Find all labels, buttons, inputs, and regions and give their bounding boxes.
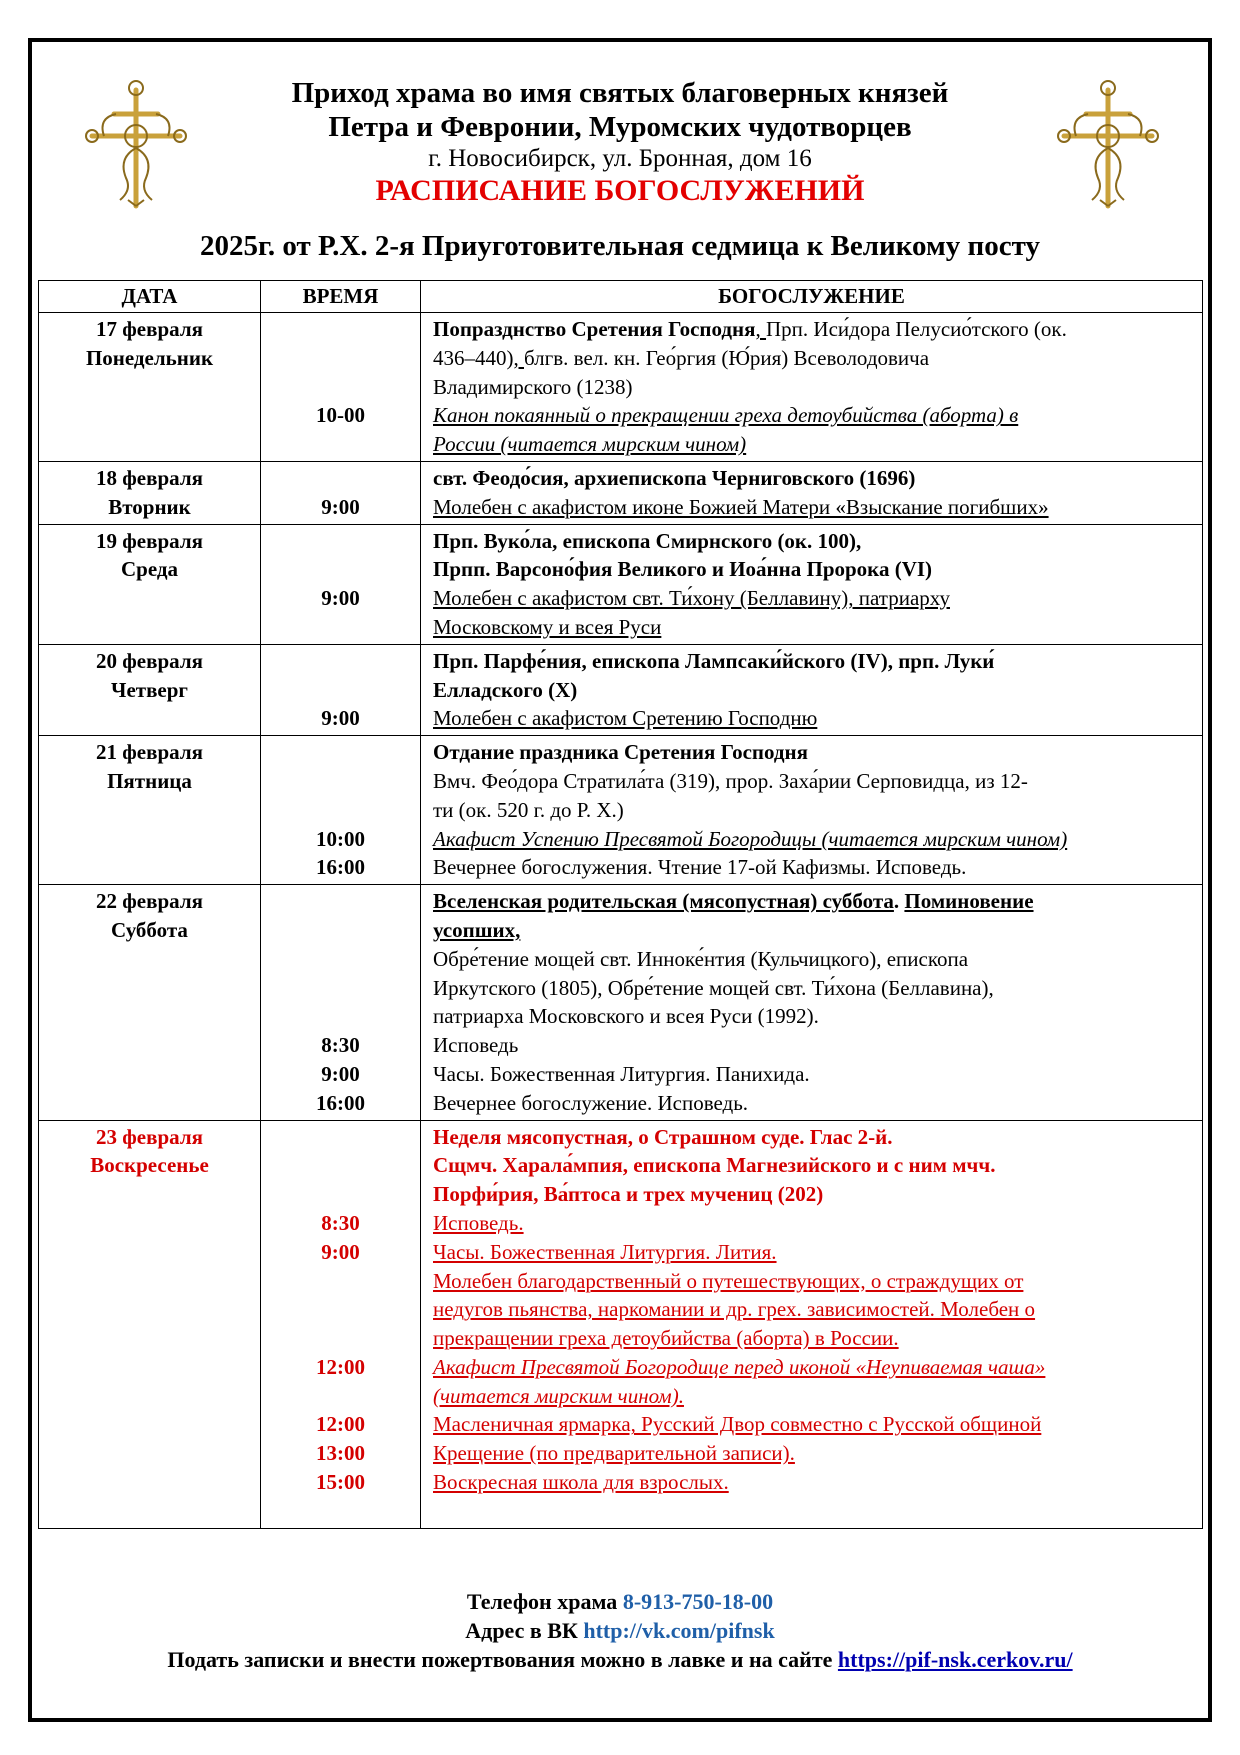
day-date: 23 февраля	[96, 1124, 203, 1149]
day-date: 20 февраля	[96, 648, 203, 673]
service-line	[433, 853, 1194, 882]
table-row	[39, 644, 1203, 735]
service-line	[433, 974, 1194, 1003]
service-time	[261, 1151, 420, 1180]
service-text: 436–440)	[433, 345, 514, 370]
day-weekday: Вторник	[108, 494, 191, 519]
service-time	[261, 315, 420, 344]
service-text: Исповедь.	[433, 1210, 524, 1235]
service-line	[433, 1382, 1194, 1411]
service-text: России (читается мирским чином)	[433, 432, 747, 457]
service-line	[433, 738, 1194, 767]
service-time: 16:00	[316, 855, 365, 880]
week-title-wrap	[60, 228, 1180, 264]
service-line	[433, 825, 1194, 854]
table-row	[39, 461, 1203, 524]
schedule-body	[39, 313, 1203, 1529]
service-line	[433, 464, 1194, 493]
day-service-cell	[421, 1120, 1203, 1528]
service-time: 12:00	[316, 1354, 365, 1379]
service-line	[433, 493, 1194, 522]
day-date: 21 февраля	[96, 740, 203, 765]
service-text: Акафист Успению Пресвятой Богородицы (читается мирским чином)	[433, 826, 1068, 851]
service-line	[433, 1123, 1194, 1152]
service-time	[261, 1295, 420, 1324]
day-time-cell	[261, 524, 421, 644]
service-time	[261, 916, 420, 945]
service-text: Елладского (X)	[433, 677, 578, 702]
page-title: РАСПИСАНИЕ БОГОСЛУЖЕНИЙ	[375, 174, 865, 207]
service-line	[433, 1439, 1194, 1468]
day-date: 17 февраля	[96, 317, 203, 341]
service-text: Порфи́рия, Ва́птоса и трех мучениц (202)	[433, 1182, 824, 1207]
service-line	[433, 1031, 1194, 1060]
phone-line	[40, 1587, 1200, 1616]
service-line	[433, 1410, 1194, 1439]
service-text: Прп. Иси́дора Пелусио́тского (ок.	[766, 317, 1067, 341]
day-time-cell	[261, 1120, 421, 1528]
day-date-cell	[39, 524, 261, 644]
service-text: Исповедь	[433, 1033, 519, 1058]
service-text: Поминовение	[904, 889, 1034, 914]
vk-line	[40, 1616, 1200, 1645]
service-time: 9:00	[321, 706, 360, 731]
day-time-cell	[261, 736, 421, 885]
service-text: Масленичная ярмарка, Русский Двор совместно с Русской общиной	[433, 1412, 1042, 1437]
day-time-cell	[261, 313, 421, 462]
service-text: недугов пьянства, наркомании и др. грех. зависимостей. Молебен о	[433, 1297, 1036, 1322]
day-date-cell	[39, 736, 261, 885]
service-text: Часы. Божественная Литургия. Панихида.	[433, 1061, 810, 1086]
service-text: ,	[513, 345, 524, 370]
service-time	[261, 1497, 420, 1526]
service-time	[261, 676, 420, 705]
table-row	[39, 885, 1203, 1120]
service-line	[433, 584, 1194, 613]
service-time	[261, 373, 420, 402]
service-line	[433, 1295, 1194, 1324]
service-line	[433, 1151, 1194, 1180]
day-date: 22 февраля	[96, 889, 203, 914]
service-time	[261, 613, 420, 642]
service-text: Прпп. Варсоно́фия Великого и Иоа́нна Пророка (VI)	[433, 557, 933, 582]
service-time: 9:00	[321, 494, 360, 519]
table-row	[39, 313, 1203, 462]
service-time: 8:30	[321, 1210, 360, 1235]
service-line	[433, 945, 1194, 974]
service-text: ти (ок. 520 г. до Р. Х.)	[433, 797, 624, 822]
service-line	[433, 430, 1194, 459]
day-time-cell	[261, 461, 421, 524]
phone-number[interactable]: 8-913-750-18-00	[622, 1589, 774, 1614]
service-time	[261, 647, 420, 676]
service-text: Воскресная школа для взрослых.	[433, 1470, 729, 1495]
service-text: Отдание праздника Сретения Господня	[433, 740, 808, 765]
service-text: Вмч. Фео́дора Стратила́та (319), прор. Заха́рии Серповидца, из 12-	[433, 768, 1028, 793]
day-date-cell	[39, 313, 261, 462]
service-time	[261, 1382, 420, 1411]
service-text: Акафист Пресвятой Богородице перед иконой «Неупиваемая чаша»	[433, 1354, 1046, 1379]
ornate-cross-icon	[1056, 78, 1160, 214]
day-weekday: Пятница	[107, 768, 192, 793]
service-text: Канон покаянный о прекращении греха детоубийства (аборта) в	[433, 403, 1019, 428]
table-row	[39, 1120, 1203, 1528]
day-weekday: Воскресенье	[90, 1153, 209, 1178]
service-text: Владимирского (1238)	[433, 374, 633, 399]
service-line	[433, 767, 1194, 796]
service-line	[433, 1468, 1194, 1497]
service-text: Молебен с акафистом Сретению Господню	[433, 706, 818, 731]
service-text: .	[893, 889, 905, 914]
service-time	[261, 464, 420, 493]
service-line	[433, 613, 1194, 642]
day-weekday: Понедельник	[85, 345, 214, 370]
service-line	[433, 527, 1194, 556]
service-time	[261, 1267, 420, 1296]
service-line	[433, 1180, 1194, 1209]
column-header-service: БОГОСЛУЖЕНИЕ	[421, 281, 1203, 313]
service-line	[433, 796, 1194, 825]
service-time	[261, 974, 420, 1003]
service-text: Иркутского (1805), Обре́тение мощей свт. Ти́хона (Беллавина),	[433, 975, 994, 1000]
vk-link[interactable]: http://vk.com/pifnsk	[583, 1618, 775, 1643]
day-weekday: Четверг	[111, 677, 188, 702]
day-service-cell	[421, 885, 1203, 1120]
footer	[40, 1587, 1200, 1674]
service-time: 12:00	[316, 1412, 365, 1437]
parish-address: г. Новосибирск, ул. Бронная, дом 16	[428, 145, 812, 172]
service-time	[261, 767, 420, 796]
day-service-cell	[421, 461, 1203, 524]
site-link[interactable]: https://pif-nsk.cerkov.ru/	[837, 1647, 1073, 1672]
service-line	[433, 1089, 1194, 1118]
service-text: усопших,	[433, 917, 521, 942]
service-line	[433, 676, 1194, 705]
service-line	[433, 555, 1194, 584]
service-text: Московскому и всея Руси	[433, 614, 662, 639]
service-text: Молебен благодарственный о путешествующих, о страждущих от	[433, 1268, 1024, 1293]
day-weekday: Суббота	[111, 917, 188, 942]
donation-line	[40, 1645, 1200, 1674]
table-row	[39, 524, 1203, 644]
service-line	[433, 647, 1194, 676]
service-time	[261, 344, 420, 373]
service-time	[261, 430, 420, 459]
table-row	[39, 736, 1203, 885]
day-date-cell	[39, 461, 261, 524]
column-header-date: ДАТА	[39, 281, 261, 313]
service-text: Прп. Парфе́ния, епископа Лампсаки́йского (IV), прп. Луки́	[433, 648, 995, 673]
service-time: 15:00	[316, 1470, 365, 1495]
day-date: 19 февраля	[96, 528, 203, 553]
service-line	[433, 916, 1194, 945]
service-text: Сщмч. Харала́мпия, епископа Магнезийского и с ним мчч.	[433, 1153, 996, 1178]
service-text: (читается мирским чином).	[433, 1383, 684, 1408]
service-time	[261, 796, 420, 825]
service-line	[433, 344, 1194, 373]
service-text: Вечернее богослужения. Чтение 17-ой Кафизмы. Исповедь.	[433, 855, 967, 880]
service-text: патриарха Московского и всея Руси (1992).	[433, 1004, 819, 1029]
parish-name-line1: Приход храма во имя святых благоверных князей	[291, 77, 949, 109]
parish-header	[200, 76, 1040, 208]
service-time: 9:00	[321, 586, 360, 611]
phone-label: Телефон храма	[466, 1589, 623, 1614]
service-time	[261, 887, 420, 916]
service-line	[433, 1060, 1194, 1089]
service-time	[261, 527, 420, 556]
service-line	[433, 1497, 1194, 1526]
day-weekday: Среда	[120, 557, 178, 582]
service-time: 10:00	[316, 826, 365, 851]
service-text: Молебен с акафистом иконе Божией Матери «Взыскание погибших»	[433, 494, 1049, 519]
service-text: Часы. Божественная Литургия. Лития.	[433, 1239, 777, 1264]
day-service-cell	[421, 644, 1203, 735]
parish-name-line2: Петра и Февронии, Муромских чудотворцев	[328, 111, 912, 143]
service-text: Крещение (по предварительной записи).	[433, 1441, 795, 1466]
service-line	[433, 1353, 1194, 1382]
service-text: Молебен с акафистом свт. Ти́хону (Беллавину), патриарху	[433, 586, 950, 611]
service-line	[433, 1267, 1194, 1296]
service-line	[433, 704, 1194, 733]
service-time	[261, 1002, 420, 1031]
service-line	[433, 315, 1194, 344]
service-time	[261, 1123, 420, 1152]
service-text: Попразднство Сретения Господня	[433, 317, 756, 341]
service-line	[433, 1238, 1194, 1267]
service-text: Вечернее богослужение. Исповедь.	[433, 1090, 749, 1115]
week-title: 2025г. от Р.Х. 2-я Приуготовительная седмица к Великому посту	[200, 230, 1040, 262]
service-time: 16:00	[316, 1090, 365, 1115]
service-time	[261, 738, 420, 767]
service-line	[433, 401, 1194, 430]
day-time-cell	[261, 885, 421, 1120]
day-date-cell	[39, 1120, 261, 1528]
service-time	[261, 945, 420, 974]
column-header-time: ВРЕМЯ	[261, 281, 421, 313]
day-service-cell	[421, 313, 1203, 462]
service-text: Неделя мясопустная, о Страшном суде. Глас 2-й.	[433, 1124, 893, 1149]
service-text: Вселенская родительская (мясопустная) суббота	[433, 889, 894, 914]
vk-label: Адрес в ВК	[465, 1618, 584, 1643]
day-service-cell	[421, 524, 1203, 644]
service-time	[261, 555, 420, 584]
service-time	[261, 1180, 420, 1209]
service-time	[261, 1324, 420, 1353]
day-date-cell	[39, 885, 261, 1120]
service-time: 9:00	[321, 1061, 360, 1086]
service-line	[433, 1324, 1194, 1353]
service-text: прекращении греха детоубийства (аборта) в России.	[433, 1326, 899, 1351]
service-time: 9:00	[321, 1239, 360, 1264]
day-time-cell	[261, 644, 421, 735]
service-line	[433, 373, 1194, 402]
service-time: 13:00	[316, 1441, 365, 1466]
service-line	[433, 887, 1194, 916]
service-text: свт. Феодо́сия, архиепископа Черниговского (1696)	[433, 465, 916, 490]
table-header-row	[39, 281, 1203, 313]
service-text: Обре́тение мощей свт. Инноке́нтия (Кульчицкого), епископа	[433, 946, 969, 971]
ornate-cross-icon	[84, 78, 188, 214]
service-text: Прп. Вуко́ла, епископа Смирнского (ок. 100),	[433, 528, 862, 553]
service-line	[433, 1002, 1194, 1031]
service-time: 8:30	[321, 1033, 360, 1058]
day-date: 18 февраля	[96, 465, 203, 490]
service-text: блгв. вел. кн. Гео́ргия (Ю́рия) Всеволодовича	[524, 345, 930, 370]
day-service-cell	[421, 736, 1203, 885]
day-date-cell	[39, 644, 261, 735]
service-time: 10-00	[316, 403, 365, 428]
service-line	[433, 1209, 1194, 1238]
donation-label: Подать записки и внести пожертвования можно в лавке и на сайте	[167, 1647, 838, 1672]
schedule-table	[38, 280, 1203, 1529]
service-text: ,	[755, 317, 767, 341]
